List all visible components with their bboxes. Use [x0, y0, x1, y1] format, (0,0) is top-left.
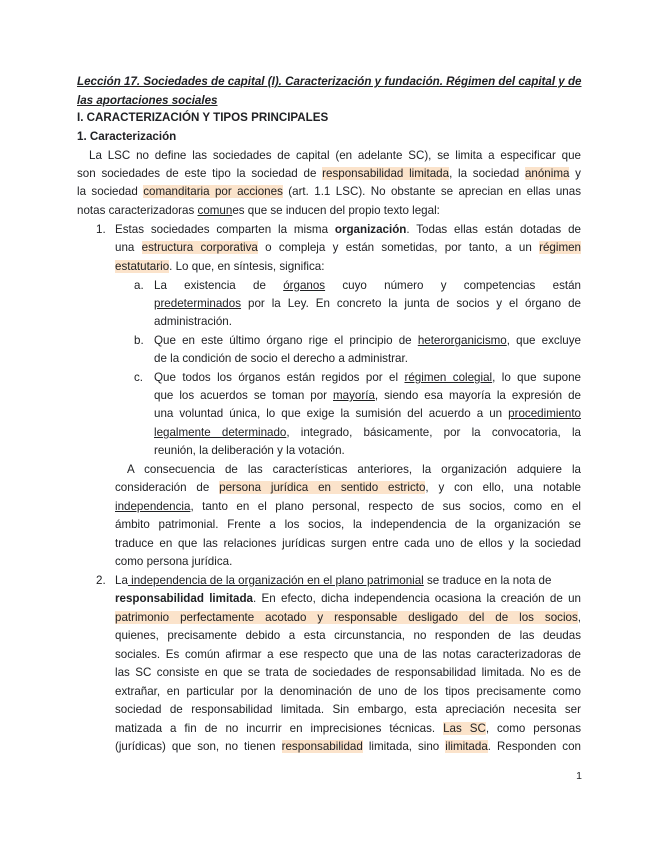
page-number: 1	[576, 770, 582, 782]
section-heading: I. CARACTERIZACIÓN Y TIPOS PRINCIPALES	[77, 111, 329, 124]
document-page: Lección 17. Sociedades de capital (I). Caracterización y fundación. Régimen del capital y de las aportaciones sociales I. CARACTERIZACIÓN Y TIPOS PRINCIPALES 1. Caracterización La LSC no define las sociedades de capital (en adelante SC), se limita a especificar que son sociedades de este tipo la sociedad de responsabilidad limitada, la sociedad anónima y la sociedad comanditaria por acciones (art. 1.1 LSC). No obstante se aprecian en ellas unas notas caracterizadoras comunes que se inducen del propio texto legal: 1. Estas sociedades comparten la misma organización. Todas ellas están dotadas de una estructura corporativa o compleja y están sometidas, por tanto, a un régimen estatutario. Lo que, en síntesis, significa: a. La existencia de órganos cuyo número y competencias están predeterminados por la Ley. En concreto la junta de socios y el órgano de administración. b. Que en este último órgano rige el principio de heterorganicismo, que excluye de la condición de socio el derecho a administrar. c. Que todos los órganos están regidos por el régimen colegial, lo que supone que los acuerdos se toman por mayoría, siendo esa mayoría la expresión de una voluntad única, lo que exige la sumisión del acuerdo a un procedimiento legalmente determinado, integrado, básicamente, por la convocatoria, la reunión, la deliberación y la votación. A consecuencia de las características anteriores, la organización adquiere la consideración de persona jurídica en sentido estricto, y con ello, una notable independencia, tanto en el plano personal, respecto de sus socios, como en el ámbito patrimonial. Frente a los socios, la independencia de la organización se traduce en que las relaciones jurídicas surgen entre cada uno de ellos y la sociedad como persona jurídica. 2. La independencia de la organización en el plano patrimonial se traduce en la nota de responsabilidad limitada. En efecto, dicha independencia ocasiona la creación de un patrimonio perfectamente acotado y responsable desligado del de los socios, quienes, precisamente debido a esta circunstancia, no responden de las deudas sociales. Es común afirmar a ese respecto que una de las notas caracterizadoras de las SC consiste en que se trata de sociedades de responsabilidad limitada. No es de extrañar, en particular por la denominación de uno de los tipos precisamente como sociedad de responsabilidad limitada. Sin embargo, esta apreciación necesita ser matizada a fin de no incurrir en imprecisiones técnicas. Las SC, como personas (jurídicas) que son, no tienen responsabilidad limitada, sino ilimitada. Responden con 1	[0, 0, 655, 848]
lesson-title: Lección 17. Sociedades de capital (I). Caracterización y fundación. Régimen del capital y de las aportaciones sociales	[77, 75, 582, 107]
subsection-heading: 1. Caracterización	[77, 130, 177, 143]
